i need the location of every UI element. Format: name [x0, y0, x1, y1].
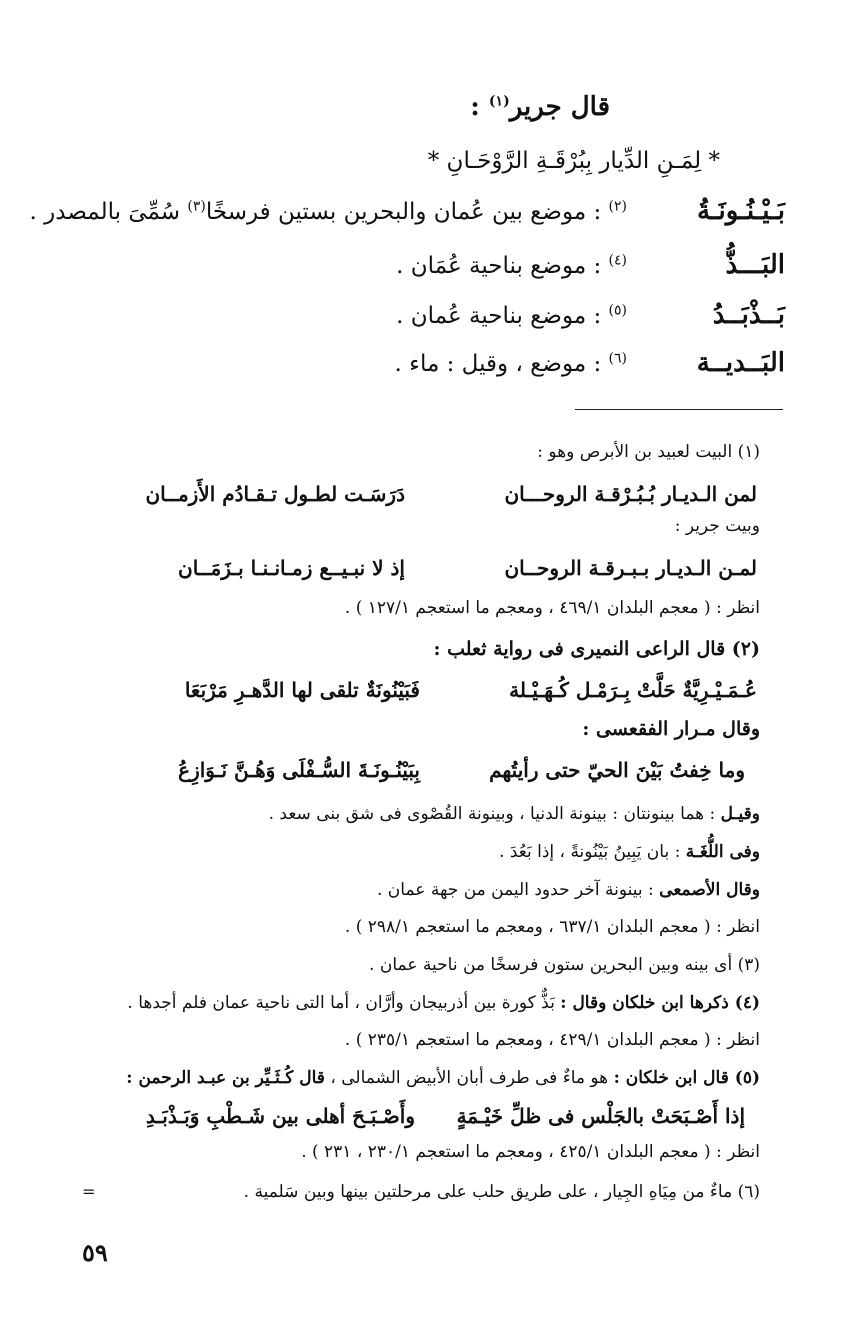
footnote-divider — [575, 409, 783, 410]
entry-text: : موضع بين عُمان والبحرين بستين فرسخًا — [205, 199, 602, 225]
fn1-verse-b-first: لمـن الـديـار بـبـرقـة الروحــان — [504, 556, 757, 580]
fn5-label-2: قال كُـثَـيِّر بن عبـد الرحمن : — [126, 1068, 325, 1088]
footnote-1-intro: (١) البيت لعبيد بن الأبرص وهو : — [537, 442, 760, 462]
entry-text: : موضع ، وقيل : ماء . — [394, 351, 602, 377]
fn5-text: هو ماءٌ فى طرف أبان الأبيض الشمالى ، — [330, 1068, 609, 1088]
fn2-verse-a-first: عُـمَـيْـرِيَّةٌ حَلَّتْ بِـرَمْـل كُـهَـيْـلة — [509, 678, 757, 702]
footnote-4 — [127, 993, 760, 1013]
heading-note-ref: (١) — [488, 93, 510, 110]
fn2-l3-label: وقال الأصمعى — [659, 880, 760, 900]
entry-head: بَـيْـنُـونَـةُ — [696, 196, 785, 226]
entry-albadiya — [395, 348, 785, 378]
note-ref: (٤) — [608, 252, 627, 269]
footnote-2-mid: وقال مـرار الفقعسى : — [582, 718, 760, 740]
entry-baynuna — [30, 196, 785, 226]
fn2-verse-b-second: بِبَيْنُـونَـةَ السُّـفْلَى وَهُـنَّ نَـوَازِعُ — [178, 758, 420, 782]
page-heading — [470, 92, 610, 122]
footnote-2-line-1 — [269, 804, 760, 824]
entry-head: بَــذْبَــدُ — [712, 300, 785, 330]
page-number: ٥٩ — [82, 1238, 108, 1267]
fn5-verse-second: وأَصْـبَـحَ أهلى بين شَـطْبِ وَبَـذْبَـدِ — [145, 1104, 415, 1128]
note-ref: (٥) — [608, 302, 627, 319]
entry-text: : موضع بناحية عُمَان . — [396, 253, 602, 279]
fn2-l2-text: : بان يَبِينُ بَيْنُونةً ، إذا بَعُدَ . — [499, 842, 681, 862]
footnote-5-ref: انظر : ( معجم البلدان ٤٢٥/١ ، ومعجم ما استعجم ٢٣٠/١ ، ٢٣١ ) . — [301, 1142, 760, 1162]
entry-text: : موضع بناحية عُمان . — [396, 303, 602, 329]
footnote-2-line-3 — [377, 880, 760, 900]
margin-mark: = — [82, 1182, 96, 1201]
entry-text-cont: سُمِّىَ بالمصدر . — [29, 199, 181, 225]
fn2-l1-text: : هما بينونتان : بينونة الدنيا ، وبينونة القُصْوى فى شق بنى سعد . — [268, 804, 716, 824]
fn1-verse-a-first: لمن الـديـار بُـبُـرْقـة الروحـــان — [504, 482, 757, 506]
fn1-verse-b-second: إذ لا نبـيــع زمـانـنـا بـزَمَــان — [178, 556, 405, 580]
fn1-verse-a-second: دَرَسَـت لطـول تـقـادُم الأَزمــان — [145, 482, 405, 506]
footnote-6: (٦) ماءٌ من مِيَاهِ الجِيار ، على طريق حلب على مرحلتين بينها وبين سَلمية . — [243, 1182, 760, 1202]
entry-head: البَــديــة — [696, 348, 785, 378]
note-ref: (٢) — [608, 198, 627, 215]
footnote-2-ref: انظر : ( معجم البلدان ٦٣٧/١ ، ومعجم ما استعجم ٢٩٨/١ ) . — [344, 917, 760, 937]
footnote-5 — [126, 1068, 760, 1088]
entry-badhbad — [396, 300, 785, 330]
fn2-l3-text: : بينونة آخر حدود اليمن من جهة عمان . — [377, 880, 654, 900]
opening-verse: * لِمَـنِ الدِّيار بِبُرْقَـةِ الرَّوْحَـانِ * — [427, 148, 720, 174]
fn5-label: (٥) قال ابن خلكان : — [613, 1068, 760, 1088]
note-ref: (٦) — [608, 350, 627, 367]
footnote-2-line-2 — [499, 842, 760, 862]
footnote-2-intro: (٢) قال الراعى النميرى فى رواية ثعلب : — [433, 638, 760, 660]
footnote-4-ref: انظر : ( معجم البلدان ٤٢٩/١ ، ومعجم ما استعجم ٢٣٥/١ ) . — [344, 1030, 760, 1050]
heading-colon: : — [470, 92, 480, 122]
entry-albadh — [396, 250, 785, 280]
fn4-label: (٤) ذكرها ابن خلكان وقال : — [560, 993, 760, 1013]
fn4-text: بَذٌّ كورة بين أذربيجان وأرَّان ، أما التى ناحية عمان فلم أجدها . — [127, 993, 555, 1013]
fn2-l2-label: وفى اللُّغَـة — [685, 842, 760, 862]
fn2-verse-a-second: فَبَيْنُونَةٌ تلقى لها الدَّهـرِ مَرْبَعَا — [184, 678, 420, 702]
fn2-l1-label: وقيـل — [720, 804, 760, 824]
entry-head: البَـــذُّ — [725, 250, 785, 280]
note-ref: (٣) — [187, 198, 206, 215]
fn5-verse-first: إذا أَصْـبَحَتْ بالجَلْس فى ظلِّ خَيْـمَةٍ — [456, 1104, 745, 1128]
heading-text: قال جرير — [509, 92, 610, 122]
fn2-verse-b-first: وما خِفتُ بَيْنَ الحيّ حتى رأيتُهم — [489, 758, 745, 782]
footnote-1-ref: انظر : ( معجم البلدان ٤٦٩/١ ، ومعجم ما استعجم ١٢٧/١ ) . — [344, 598, 760, 618]
footnote-1-mid: وبيت جرير : — [674, 516, 760, 536]
footnote-3: (٣) أى بينه وبين البحرين ستون فرسخًا من ناحية عمان . — [369, 955, 760, 975]
